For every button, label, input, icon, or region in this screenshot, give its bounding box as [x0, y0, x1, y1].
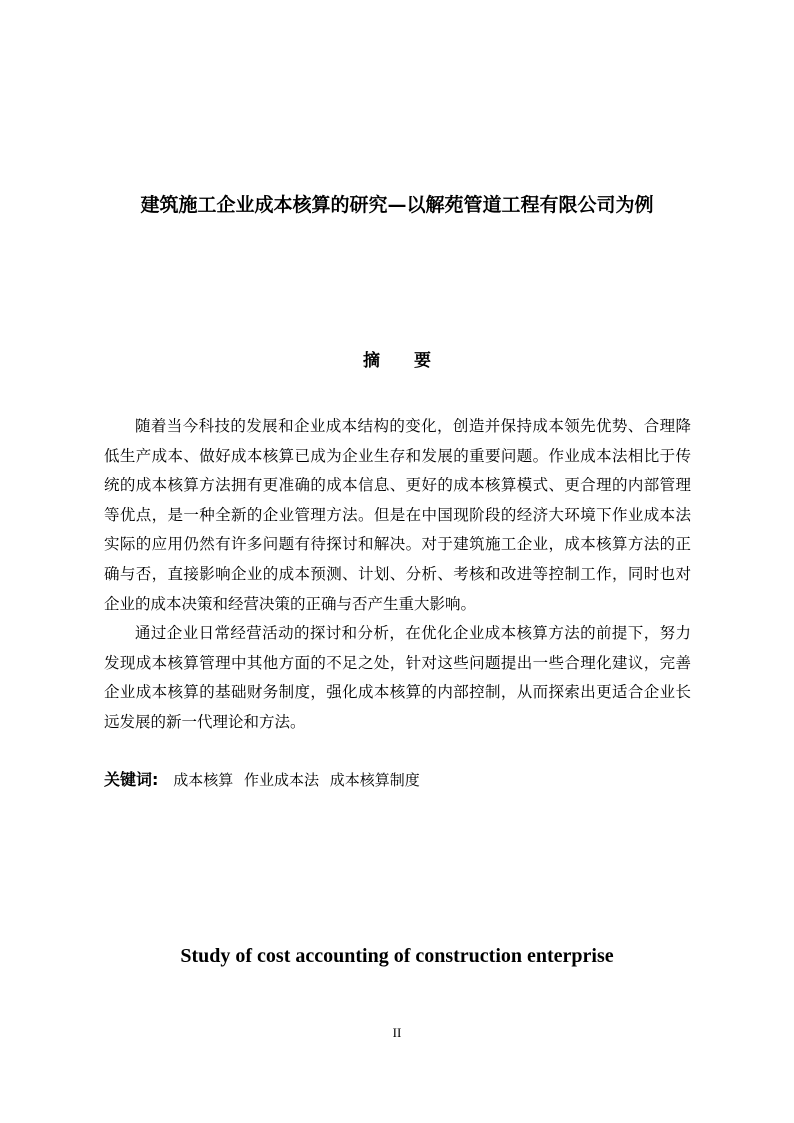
keywords-label: 关键词:: [104, 770, 159, 789]
keyword-item: 成本核算制度: [329, 771, 420, 789]
page-number: II: [392, 1025, 402, 1040]
abstract-body: [104, 412, 691, 738]
abstract-paragraph-1: 随着当今科技的发展和企业成本结构的变化，创造并保持成本领先优势、合理降低生产成本、做好成本核算已成为企业生存和发展的重要问题。作业成本法相比于传统的成本核算方法拥有更准确的成本信息、更好的成本核算模式、更合理的内部管理等优点，是一种全新的企业管理方法。但是在中国现阶段的经济大环境下作业成本法实际的应用仍然有许多问题有待探讨和解决。对于建筑施工企业，成本核算方法的正确与否，直接影响企业的成本预测、计划、分析、考核和改进等控制工作，同时也对企业的成本决策和经营决策的正确与否产生重大影响。: [104, 417, 691, 613]
abstract-heading: 摘 要: [363, 351, 445, 371]
document-title-english: Study of cost accounting of construction enterprise: [180, 945, 614, 967]
keyword-item: 作业成本法: [243, 771, 319, 789]
keywords-line: [104, 767, 691, 793]
abstract-paragraph-2: 通过企业日常经营活动的探讨和分析，在优化企业成本核算方法的前提下，努力发现成本核算管理中其他方面的不足之处，针对这些问题提出一些合理化建议，完善企业成本核算的基础财务制度，强化成本核算的内部控制，从而探索出更适合企业长远发展的新一代理论和方法。: [104, 624, 691, 731]
document-title-chinese: 建筑施工企业成本核算的研究—以解苑管道工程有限公司为例: [140, 194, 654, 216]
keyword-item: 成本核算: [173, 771, 234, 789]
